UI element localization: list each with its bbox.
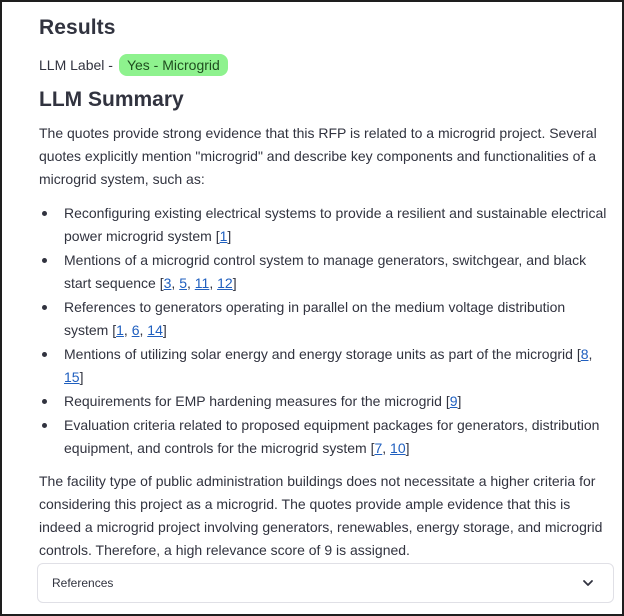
summary-title: LLM Summary — [39, 88, 184, 111]
citation-link[interactable]: 8 — [580, 346, 589, 362]
citation-link[interactable]: 3 — [163, 275, 172, 291]
summary-point: Requirements for EMP hardening measures for the microgrid [9] — [39, 390, 612, 413]
bullet-dot-icon — [42, 258, 47, 263]
citation-link[interactable]: 9 — [449, 393, 458, 409]
summary-point: Mentions of a microgrid control system to manage generators, switchgear, and black start sequence [3, 5, 11, 12] — [39, 249, 612, 295]
summary-point: Reconfiguring existing electrical systems to provide a resilient and sustainable electrical power microgrid system [1] — [39, 202, 612, 248]
summary-point-text: Reconfiguring existing electrical systems to provide a resilient and sustainable electrical power microgrid system — [64, 205, 607, 244]
references-expander[interactable] — [37, 563, 614, 603]
llm-label-badge: Yes - Microgrid — [119, 54, 228, 76]
bullet-dot-icon — [42, 211, 47, 216]
bullet-dot-icon — [42, 423, 47, 428]
bullet-dot-icon — [42, 399, 47, 404]
summary-point: References to generators operating in parallel on the medium voltage distribution system [1, 6, 14] — [39, 296, 612, 342]
summary-point-text: Mentions of a microgrid control system to manage generators, switchgear, and black start sequence — [64, 252, 587, 291]
summary-points-list — [39, 202, 612, 460]
llm-label-prefix: LLM Label - — [39, 57, 113, 73]
citation-link[interactable]: 11 — [194, 275, 210, 291]
summary-point-text: Evaluation criteria related to proposed equipment packages for generators, distribution equipment, and controls for the microgrid system — [64, 417, 600, 456]
results-title: Results — [39, 16, 116, 39]
citation-link[interactable]: 14 — [147, 322, 163, 338]
citation-link[interactable]: 6 — [131, 322, 140, 338]
bullet-dot-icon — [42, 352, 47, 357]
summary-point-text: Mentions of utilizing solar energy and energy storage units as part of the microgrid — [64, 346, 577, 362]
llm-label-row — [39, 54, 612, 76]
citation-link[interactable]: 10 — [390, 440, 406, 456]
citation-link[interactable]: 5 — [179, 275, 187, 291]
citation-link[interactable]: 1 — [116, 322, 124, 338]
citation-link[interactable]: 15 — [64, 369, 80, 385]
citation-link[interactable]: 12 — [217, 275, 233, 291]
references-label: References — [52, 576, 114, 590]
summary-point-text: References to generators operating in parallel on the medium voltage distribution system — [64, 299, 566, 338]
summary-point-text: Requirements for EMP hardening measures for the microgrid — [64, 393, 446, 409]
summary-conclusion: The facility type of public administration buildings does not necessitate a higher criteria for considering this project as a microgrid. The quotes provide ample evidence that this is indeed a microgrid project involving generators, renewables, energy storage, and microgrid controls. Therefore, a high relevance score of 9 is assigned. — [39, 473, 603, 558]
summary-point: Mentions of utilizing solar energy and energy storage units as part of the microgrid [8, 15] — [39, 343, 612, 389]
summary-point: Evaluation criteria related to proposed equipment packages for generators, distribution equipment, and controls for the microgrid system [7, 10] — [39, 414, 612, 460]
chevron-down-icon — [581, 576, 595, 590]
citation-link[interactable]: 1 — [219, 228, 228, 244]
citation-link[interactable]: 7 — [374, 440, 383, 456]
summary-intro: The quotes provide strong evidence that this RFP is related to a microgrid project. Several quotes explicitly mention "microgrid" and describe key components and functionalities of a microgrid system, such as: — [39, 125, 597, 187]
bullet-dot-icon — [42, 305, 47, 310]
